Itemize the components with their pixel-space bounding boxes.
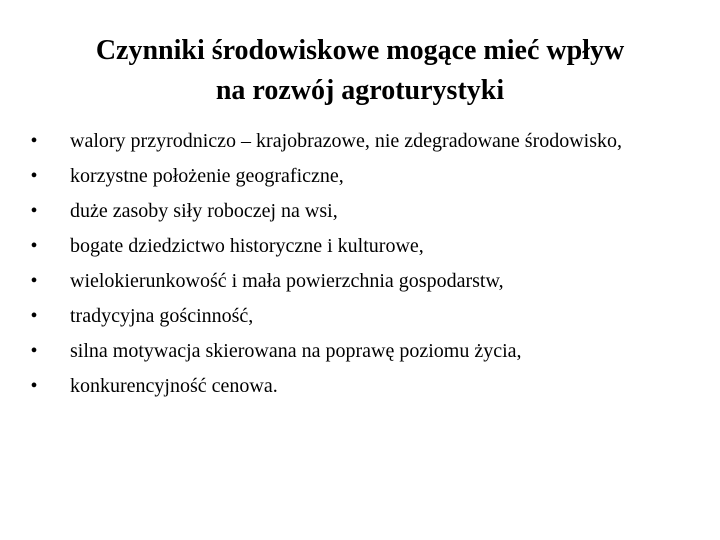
bullet-item: [24, 303, 684, 330]
bullet-text: korzystne położenie geograficzne,: [70, 165, 344, 187]
bullet-item: [24, 163, 684, 190]
bullet-marker: •: [30, 340, 38, 362]
bullet-item: [24, 338, 684, 365]
slide-title-line-1: Czynniki środowiskowe mogące mieć wpływ: [95, 35, 625, 66]
bullet-text: walory przyrodniczo – krajobrazowe, nie zdegradowane środowisko,: [70, 130, 623, 152]
bullet-marker: •: [30, 305, 38, 327]
bullet-marker: •: [30, 375, 38, 397]
slide-title: [36, 31, 684, 111]
bullet-item: [24, 373, 684, 400]
bullet-item: [24, 198, 684, 225]
bullet-text: silna motywacja skierowana na poprawę poziomu życia,: [70, 340, 522, 362]
bullet-text: bogate dziedzictwo historyczne i kulturowe,: [70, 235, 424, 257]
bullet-text: konkurencyjność cenowa.: [70, 375, 278, 397]
bullet-text: duże zasoby siły roboczej na wsi,: [70, 200, 338, 222]
bullet-marker: •: [30, 130, 38, 152]
bullet-marker: •: [30, 235, 38, 257]
bullet-list: [24, 128, 684, 400]
bullet-marker: •: [30, 165, 38, 187]
bullet-marker: •: [30, 200, 38, 222]
slide-title-line-2: na rozwój agroturystyki: [215, 75, 505, 106]
bullet-text: tradycyjna gościnność,: [70, 305, 254, 327]
bullet-item: [24, 128, 684, 155]
bullet-item: [24, 233, 684, 260]
bullet-item: [24, 268, 684, 295]
bullet-text: wielokierunkowość i mała powierzchnia gospodarstw,: [70, 270, 504, 292]
bullet-marker: •: [30, 270, 38, 292]
